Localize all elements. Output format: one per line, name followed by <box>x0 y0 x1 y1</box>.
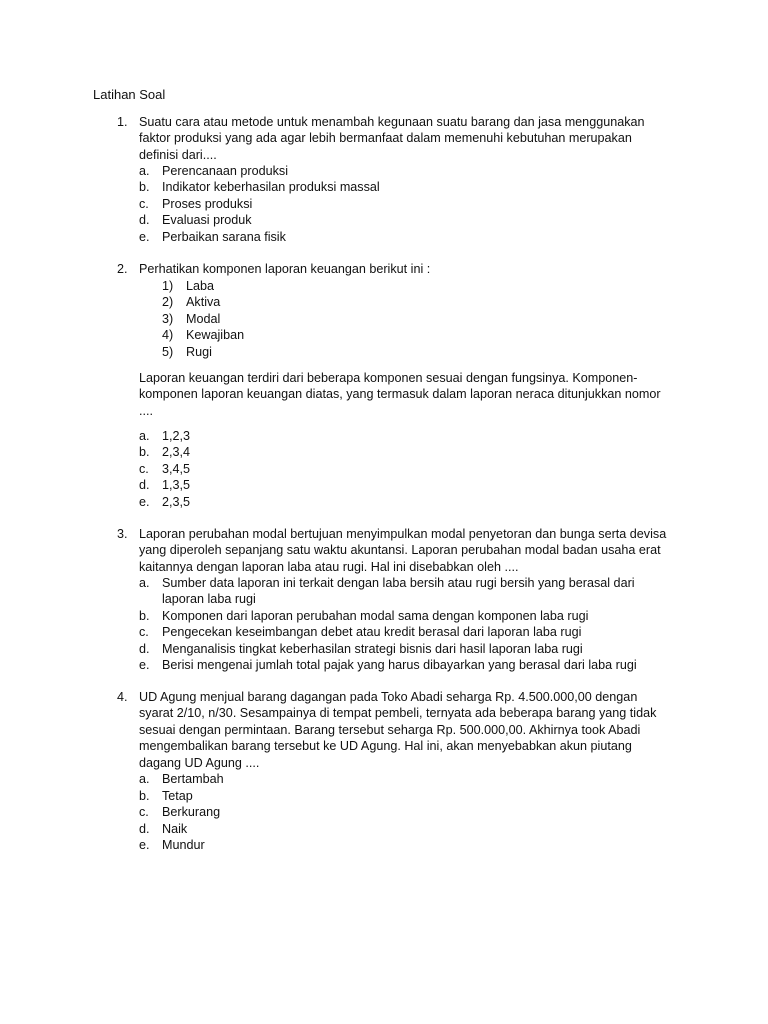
item-text: Kewajiban <box>186 328 245 342</box>
option-text: 3,4,5 <box>162 462 191 476</box>
option-label: b. <box>139 789 150 803</box>
option-text: 2,3,5 <box>162 495 191 509</box>
option-label: e. <box>139 838 150 852</box>
option-label: b. <box>139 445 150 459</box>
option-label: b. <box>139 180 150 194</box>
option-text: 2,3,4 <box>162 445 191 459</box>
option-label: c. <box>139 197 149 211</box>
question-text: UD Agung menjual barang dagangan pada Toko Abadi seharga Rp. 4.500.000,00 dengan syarat 2/10, n/30. Sesampainya di tempat pembeli, ternyata ada beberapa barang yang tidak sesuai dengan permintaan. Barang tersebut seharga Rp. 500.000,00. Akhirnya took Abadi mengembalikan barang tersebut ke UD Agung. Hal ini, akan menyebabkan akun piutang dagang UD Agung .... <box>139 690 657 770</box>
question-text: Suatu cara atau metode untuk menambah kegunaan suatu barang dan jasa menggunakan faktor produksi yang ada agar lebih bermanfaat dalam memenuhi kebutuhan merupakan definisi dari.... <box>139 115 645 162</box>
item-label: 4) <box>162 328 174 342</box>
question-number: 2. <box>117 262 128 276</box>
option-label: c. <box>139 462 149 476</box>
option-text: Mundur <box>162 838 205 852</box>
item-label: 1) <box>162 279 174 293</box>
option-text: 1,3,5 <box>162 478 191 492</box>
option-text: Bertambah <box>162 772 224 786</box>
option-label: d. <box>139 478 150 492</box>
option-label: d. <box>139 642 150 656</box>
option-text: Indikator keberhasilan produksi massal <box>162 180 380 194</box>
option-text: Perbaikan sarana fisik <box>162 230 286 244</box>
option-label: d. <box>139 822 150 836</box>
question-paragraph: Laporan keuangan terdiri dari beberapa komponen sesuai dengan fungsinya. Komponen-komponen laporan keuangan diatas, yang termasuk dalam laporan neraca ditunjukkan nomor .... <box>139 371 661 418</box>
option-label: d. <box>139 213 150 227</box>
option-label: a. <box>139 164 150 178</box>
item-label: 3) <box>162 312 174 326</box>
option-label: e. <box>139 495 150 509</box>
option-text: Proses produksi <box>162 197 253 211</box>
question-text: Perhatikan komponen laporan keuangan berikut ini : <box>139 262 431 276</box>
page-title: Latihan Soal <box>93 87 166 102</box>
question-number: 4. <box>117 690 128 704</box>
option-label: c. <box>139 625 149 639</box>
item-text: Rugi <box>186 345 212 359</box>
option-text: Pengecekan keseimbangan debet atau kredit berasal dari laporan laba rugi <box>162 625 582 639</box>
item-text: Laba <box>186 279 215 293</box>
item-text: Modal <box>186 312 221 326</box>
item-text: Aktiva <box>186 295 221 309</box>
option-label: a. <box>139 576 150 590</box>
option-text: Komponen dari laporan perubahan modal sama dengan komponen laba rugi <box>162 609 589 623</box>
option-label: a. <box>139 429 150 443</box>
option-text: 1,2,3 <box>162 429 191 443</box>
item-label: 5) <box>162 345 174 359</box>
option-label: e. <box>139 230 150 244</box>
item-label: 2) <box>162 295 174 309</box>
option-text: Perencanaan produksi <box>162 164 289 178</box>
question-number: 3. <box>117 527 128 541</box>
option-label: e. <box>139 658 150 672</box>
option-text: Sumber data laporan ini terkait dengan laba bersih atau rugi bersih yang berasal dari laporan laba rugi <box>162 576 635 607</box>
option-label: a. <box>139 772 150 786</box>
option-text: Berisi mengenai jumlah total pajak yang harus dibayarkan yang berasal dari laba rugi <box>162 658 637 672</box>
option-label: c. <box>139 805 149 819</box>
option-text: Berkurang <box>162 805 221 819</box>
option-text: Tetap <box>162 789 193 803</box>
question-text: Laporan perubahan modal bertujuan menyimpulkan modal penyetoran dan bunga serta devisa yang diperoleh sepanjang satu waktu akuntansi. Laporan perubahan modal badan usaha erat kaitannya dengan laporan laba atau rugi. Hal ini disebabkan oleh .... <box>139 527 667 574</box>
option-text: Menganalisis tingkat keberhasilan strategi bisnis dari hasil laporan laba rugi <box>162 642 583 656</box>
question-number: 1. <box>117 115 128 129</box>
option-text: Evaluasi produk <box>162 213 252 227</box>
option-label: b. <box>139 609 150 623</box>
option-text: Naik <box>162 822 188 836</box>
